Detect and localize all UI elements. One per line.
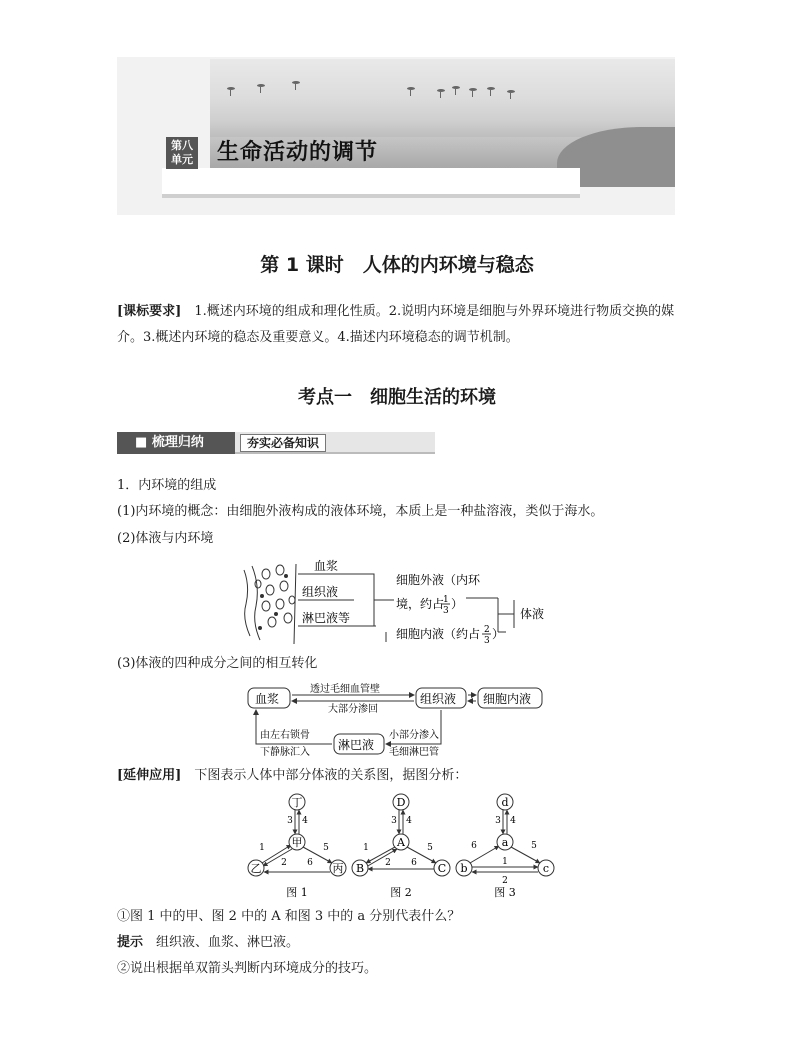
edge-number-1: 1	[502, 857, 508, 867]
node-mid-label: A	[397, 836, 405, 849]
hint-text: 组织液、血浆、淋巴液。	[143, 935, 300, 950]
edge-left-mid	[366, 849, 397, 867]
hint-line	[117, 934, 299, 952]
edge-number-5: 5	[531, 841, 537, 851]
edge-number-6: 6	[307, 858, 313, 868]
edge-number-1: 1	[363, 843, 369, 853]
question-2: ②说出根据单双箭头判断内环境成分的技巧。	[117, 961, 378, 976]
subheading-conversion: (3)体液的四种成分之间的相互转化	[117, 656, 318, 671]
figure-caption: 图 2	[390, 886, 412, 899]
curriculum-text: 1.概述内环境的组成和理化性质。2.说明内环境是细胞与外界环境进行物质交换的媒介。3.概述内环境的稳态及重要意义。4.描述内环境稳态的调节机制。	[117, 304, 675, 345]
question-1: ①图 1 中的甲、图 2 中的 A 和图 3 中的 a 分别代表什么？	[117, 909, 461, 924]
unit-badge-line2: 单元	[171, 153, 193, 166]
node-left-label: b	[460, 862, 468, 875]
node-right-label: C	[437, 862, 447, 875]
box-tissue-label: 组织液	[420, 692, 457, 706]
ecf-denominator: 3	[443, 606, 449, 616]
topic-title: 考点一 细胞生活的环境	[298, 387, 496, 408]
node-right-label: 丙	[332, 862, 344, 875]
figure-caption: 图 1	[286, 886, 308, 899]
label-lymph-capillary: 毛细淋巴管	[389, 747, 439, 758]
box-icf-label: 细胞内液	[483, 692, 532, 706]
tissue-illustration	[244, 564, 296, 644]
edge-number-5: 5	[427, 843, 433, 853]
edge-number-4: 4	[406, 816, 412, 826]
curriculum-requirements	[117, 299, 677, 351]
bracket-ecf	[354, 574, 374, 626]
edge-number-3: 3	[287, 816, 293, 826]
figure-caption: 图 3	[494, 886, 516, 899]
banner-title-strip	[162, 168, 580, 194]
box-lymph-label: 淋巴液	[338, 738, 375, 752]
edge-number-6: 6	[411, 858, 417, 868]
label-plasma: 血浆	[314, 559, 339, 573]
label-tissue-fluid: 组织液	[302, 585, 339, 599]
unit-badge	[166, 137, 198, 169]
bird-icon	[469, 88, 477, 91]
edge-number-2: 2	[502, 876, 508, 886]
label-ecf-line2: 境，约占	[396, 597, 445, 611]
triangle-figures	[240, 792, 560, 900]
section-label: ■ 梳理归纳	[117, 432, 235, 454]
subheading-body-fluid: (2)体液与内环境	[117, 531, 214, 546]
box-plasma-label: 血浆	[255, 692, 280, 706]
edge-number-5: 5	[323, 843, 329, 853]
unit-badge-line1: 第八	[171, 139, 193, 152]
node-top-label: D	[396, 796, 406, 809]
curriculum-tag: [课标要求]	[117, 304, 182, 319]
label-body-fluid: 体液	[520, 607, 545, 621]
extension-tag: [延伸应用]	[117, 768, 182, 783]
section-bar	[117, 432, 432, 454]
unit-title: 生命活动的调节	[217, 140, 379, 165]
edge-number-3: 3	[495, 816, 501, 826]
extension-application	[117, 767, 467, 785]
ecf-close: ）	[451, 597, 464, 611]
bird-icon	[227, 87, 235, 90]
extension-text: 下图表示人体中部分体液的关系图，据图分析：	[181, 768, 468, 783]
section-label-text: 梳理归纳	[151, 435, 204, 450]
node-left-label: B	[355, 862, 365, 875]
edge-number-3: 3	[391, 816, 397, 826]
heading-1: 1．内环境的组成	[117, 478, 217, 493]
body-fluid-diagram	[236, 556, 556, 650]
label-subclavian: 下静脉汇入	[260, 747, 310, 758]
label-icf: 细胞内液（约占	[396, 627, 481, 641]
node-top-label: 丁	[291, 796, 303, 809]
icf-close: ）	[492, 627, 505, 641]
edge-number-1: 1	[259, 843, 265, 853]
label-lymph: 淋巴液等	[302, 611, 351, 625]
unit-banner	[117, 57, 675, 215]
edge-mid-left	[263, 849, 292, 866]
figure-2	[352, 794, 450, 899]
label-small-part: 小部分渗入	[389, 730, 439, 741]
edge-number-2: 2	[281, 858, 287, 868]
lesson-title: 第 1 课时 人体的内环境与稳态	[260, 254, 534, 276]
edge-number-6: 6	[471, 841, 477, 851]
conversion-diagram	[246, 682, 546, 760]
label-clavicle: 由左右锁骨	[260, 730, 310, 741]
figure-1	[248, 794, 346, 899]
bird-icon	[507, 90, 515, 93]
node-mid-label: a	[501, 836, 509, 849]
bird-icon	[407, 87, 415, 90]
icf-numerator: 2	[484, 625, 490, 635]
bird-icon	[437, 89, 445, 92]
node-mid-label: 甲	[291, 836, 303, 849]
hint-label: 提示	[117, 935, 144, 950]
edge-number-2: 2	[385, 858, 391, 868]
node-top-label: d	[501, 796, 509, 809]
bird-icon	[487, 87, 495, 90]
icf-denominator: 3	[484, 636, 490, 646]
node-right-label: c	[542, 862, 550, 875]
label-through-capillary: 透过毛细血管壁	[310, 684, 380, 695]
banner-title-shadow	[162, 194, 580, 198]
definition-line: (1)内环境的概念：由细胞外液构成的液体环境，本质上是一种盐溶液，类似于海水。	[117, 504, 604, 519]
label-mostly-return: 大部分渗回	[328, 704, 378, 715]
edge-number-4: 4	[302, 816, 308, 826]
figure-3	[456, 794, 554, 899]
edge-number-4: 4	[510, 816, 516, 826]
bird-icon	[292, 81, 300, 84]
node-left-label: 乙	[250, 862, 262, 875]
label-ecf-line1: 细胞外液（内环	[396, 573, 481, 587]
ecf-numerator: 1	[443, 595, 449, 605]
bird-icon	[257, 84, 265, 87]
section-box: 夯实必备知识	[240, 434, 326, 452]
bird-icon	[452, 86, 460, 89]
